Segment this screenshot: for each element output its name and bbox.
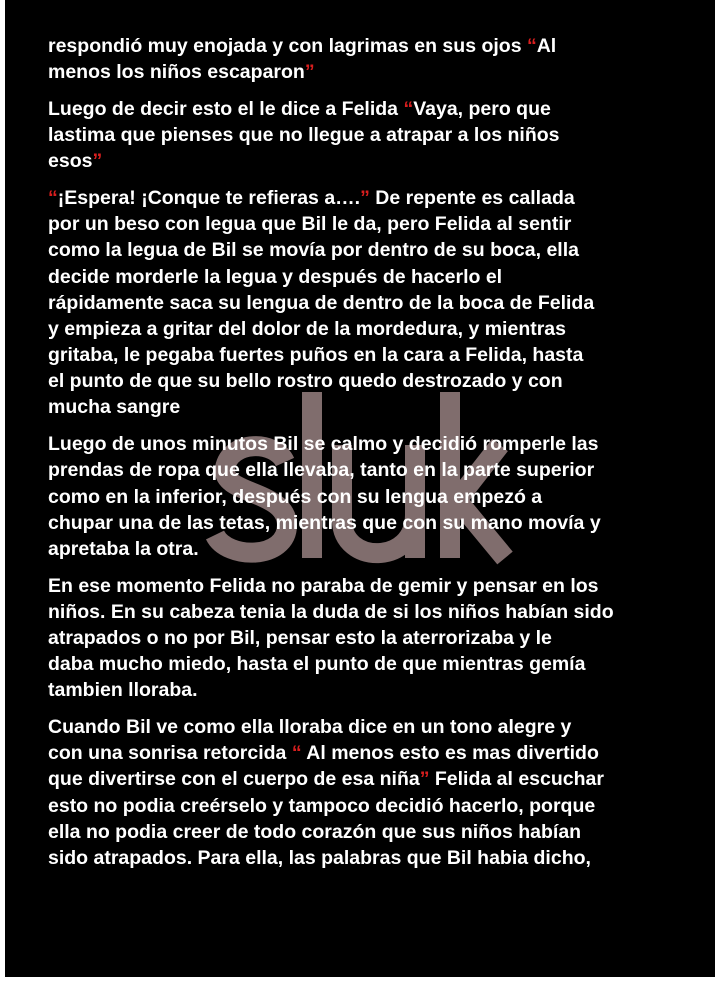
- text-segment: como en la inferior, después con su lengua empezó a: [48, 485, 543, 508]
- text-segment: Al: [536, 35, 557, 57]
- text-line: [48, 484, 614, 510]
- text-segment: prendas de ropa que ella llevaba, tanto en la parte superior: [48, 459, 595, 482]
- text-segment: que divertirse con el cuerpo de esa niña: [48, 768, 420, 791]
- text-segment: gritaba, le pegaba fuertes puños en la cara a Felida, hasta: [48, 344, 584, 367]
- text-line: [48, 33, 614, 59]
- text-segment: tambien lloraba.: [48, 679, 198, 702]
- text-segment: menos los niños escaparon: [48, 61, 305, 84]
- paragraph: [48, 431, 614, 562]
- text-line: [48, 714, 614, 740]
- quote-mark: ”: [419, 768, 430, 791]
- text-segment: niños. En su cabeza tenia la duda de si los niños habían sido: [48, 600, 614, 623]
- text-line: [48, 59, 614, 85]
- text-line: [48, 264, 614, 290]
- text-line: [48, 211, 614, 237]
- quote-mark: ”: [304, 61, 315, 84]
- text-segment: Vaya, pero que: [413, 97, 551, 120]
- text-segment: el punto de que su bello rostro quedo destrozado y con: [48, 370, 563, 393]
- text-line: [48, 766, 614, 792]
- text-line: [48, 431, 614, 457]
- text-segment: lastima que pienses que no llegue a atrapar a los niños: [48, 124, 560, 147]
- text-segment: como la legua de Bil se movía por dentro de su boca, ella: [48, 239, 579, 262]
- text-line: [48, 96, 614, 122]
- text-line: [48, 148, 614, 174]
- text-line: [48, 510, 614, 536]
- document-page: [5, 0, 715, 977]
- text-segment: ¡Espera! ¡Conque te refieras a….: [57, 186, 361, 209]
- text-segment: chupar una de las tetas, mientras que con su mano movía y: [48, 511, 601, 534]
- quote-mark: “: [291, 742, 302, 765]
- text-segment: apretaba la otra.: [48, 537, 199, 560]
- text-segment: esto no podia creérselo y tampoco decidió hacerlo, porque: [48, 794, 596, 817]
- text-segment: sido atrapados. Para ella, las palabras que Bil habia dicho,: [48, 846, 591, 869]
- text-line: [48, 793, 614, 819]
- text-line: [48, 316, 614, 342]
- text-line: [48, 599, 614, 625]
- text-segment: por un beso con legua que Bil le da, pero Felida al sentir: [48, 213, 572, 236]
- text-segment: daba mucho miedo, hasta el punto de que mientras gemía: [48, 653, 586, 676]
- text-segment: Al menos esto es mas divertido: [301, 742, 599, 765]
- text-segment: ella no podia creer de todo corazón que sus niños habían: [48, 820, 582, 843]
- text-segment: Cuando Bil ve como ella lloraba dice en un tono alegre y: [48, 716, 572, 738]
- text-line: [48, 845, 614, 871]
- text-line: [48, 573, 614, 599]
- text-segment: y empieza a gritar del dolor de la mordedura, y mientras: [48, 317, 566, 340]
- text-line: [48, 185, 614, 211]
- text-line: [48, 342, 614, 368]
- paragraph: [48, 185, 614, 421]
- text-segment: Felida al escuchar: [429, 768, 604, 791]
- text-line: [48, 290, 614, 316]
- text-line: [48, 394, 614, 420]
- story-text: [48, 33, 614, 882]
- paragraph: [48, 573, 614, 704]
- text-line: [48, 368, 614, 394]
- text-line: [48, 122, 614, 148]
- paragraph: [48, 714, 614, 871]
- text-segment: con una sonrisa retorcida: [48, 742, 292, 765]
- text-line: [48, 536, 614, 562]
- text-segment: Luego de decir esto el le dice a Felida: [48, 97, 404, 120]
- paragraph: [48, 33, 614, 85]
- quote-mark: ”: [92, 150, 103, 173]
- text-line: [48, 819, 614, 845]
- paragraph: [48, 96, 614, 175]
- quote-mark: “: [403, 97, 414, 120]
- text-line: [48, 237, 614, 263]
- text-segment: En ese momento Felida no paraba de gemir y pensar en los: [48, 574, 599, 597]
- text-segment: rápidamente saca su lengua de dentro de la boca de Felida: [48, 291, 595, 314]
- text-segment: De repente es callada: [369, 186, 575, 209]
- text-line: [48, 677, 614, 703]
- text-segment: respondió muy enojada y con lagrimas en sus ojos: [48, 35, 527, 57]
- quote-mark: ”: [360, 186, 370, 209]
- text-line: [48, 457, 614, 483]
- text-segment: atrapados o no por Bil, pensar esto la aterrorizaba y le: [48, 626, 552, 649]
- text-segment: esos: [48, 150, 93, 173]
- text-segment: mucha sangre: [48, 396, 181, 419]
- quote-mark: “: [48, 186, 58, 209]
- text-segment: Luego de unos minutos Bil se calmo y decidió romperle las: [48, 433, 599, 456]
- text-line: [48, 651, 614, 677]
- text-line: [48, 625, 614, 651]
- text-line: [48, 740, 614, 766]
- quote-mark: “: [526, 35, 537, 57]
- text-segment: decide morderle la legua y después de hacerlo el: [48, 265, 503, 288]
